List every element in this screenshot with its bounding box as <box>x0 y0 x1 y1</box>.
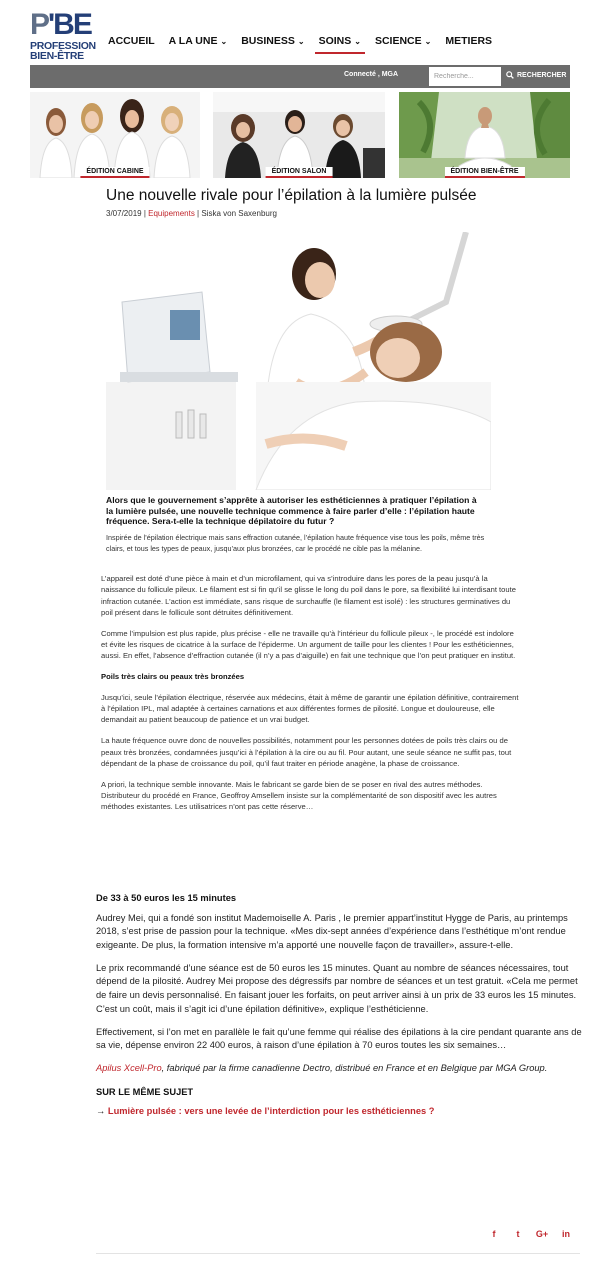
article-author[interactable]: Siska von Saxenburg <box>201 209 277 218</box>
share-buttons <box>486 1226 582 1242</box>
edition-cabine-label: ÉDITION CABINE <box>80 167 149 176</box>
nav-science[interactable]: SCIENCE ⌄ <box>374 35 432 47</box>
logo-monogram: P'BE <box>30 8 91 41</box>
nav-accueil[interactable]: ACCUEIL <box>108 35 155 47</box>
product-caption <box>96 1062 582 1076</box>
edition-bien-etre-image <box>399 92 570 178</box>
edition-bien-etre-label: ÉDITION BIEN-ÊTRE <box>444 167 524 176</box>
footer-divider <box>96 1253 580 1254</box>
paragraph: A priori, la technique semble innovante. Mais le fabricant se garde bien de se poser en rival des autres méthodes. Distributeur du procédé en France, Geoffroy Amsellem insiste sur la complémentarité de son dispositif avec les autres méthodes existantes. Les utilisatrices n’ont pas cette réserve… <box>101 779 497 812</box>
paragraph: Effectivement, si l’on met en parallèle le fait qu’une femme qui réalise des épilations à la cire pendant quarante ans de sa vie, dépense environ 22 400 euros, à raison d’une épilation à 70 euros toutes les six semaines… <box>96 1026 582 1051</box>
facebook-icon[interactable]: f <box>492 1229 496 1239</box>
article-date: 3/07/2019 <box>106 209 142 218</box>
nav-business[interactable]: BUSINESS ⌄ <box>241 35 305 47</box>
related-article-link[interactable]: Lumière pulsée : vers une levée de l’interdiction pour les esthéticiennes ? <box>107 1106 435 1117</box>
paragraph: Le prix recommandé d’une séance est de 50 euros les 15 minutes. Quant au nombre de séances nécessaires, tout dépend de la pilosité. Audrey Mei propose des dégressifs par nombre de séances et un test gratuit. «Cela me permet de faire un devis personnalisé. En faisant jouer les forfaits, on peut arriver ainsi à un prix de 33 euros les 15 minutes. C’est un coût, mais il s’agit ici d’une épilation définitive», explique l’esthéticienne. <box>96 962 578 1014</box>
search-icon <box>506 71 514 79</box>
article-intro: Inspirée de l’épilation électrique mais sans effraction cutanée, l’épilation haute fréquence vise tous les poils, même très clairs, et tous les types de peaux, jusqu’aux plus bronzées, car le procédé ne cible pas la mélanine. <box>106 533 485 554</box>
paragraph: Comme l’impulsion est plus rapide, plus précise - elle ne travaille qu’à l’intérieur du follicule pileux -, le procédé est indolore et évite les risques de cicatrice à la surface de l’épiderme. Un argument de taille pour les clientes ! Pour les esthéticiennes, aussi. En effet, l’absence d’effraction cutanée (il n’y a pas d’aiguille) en fait une technique que l’on peut pratiquer en institut. <box>101 628 516 661</box>
subheading: De 33 à 50 euros les 15 minutes <box>96 893 237 903</box>
paragraph: La haute fréquence ouvre donc de nouvelles possibilités, notamment pour les personnes dotées de poils très clairs ou de peaux très bronzées, condamnées jusqu’ici à l’épilation à la cire ou au fil. Pour autant, une seule séance ne suffit pas, tout dépendant de la phase de croissance du poil, qu’il faut traiter en période anagène, la phase de croissance. <box>101 736 512 768</box>
chevron-down-icon: ⌄ <box>424 37 432 46</box>
related-item <box>96 1105 582 1119</box>
main-nav <box>108 35 506 54</box>
article-category-link[interactable]: Equipements <box>148 209 195 218</box>
nav-a-la-une[interactable]: A LA UNE ⌄ <box>168 35 228 47</box>
article-lead: Alors que le gouvernement s’apprête à autoriser les esthéticiennes à pratiquer l’épilation à la lumière pulsée, une nouvelle technique commence à faire parler d’elle : l’épilation haute fréquence. Sera-t-elle la technique dépilatoire du futur ? <box>106 495 477 526</box>
search-button[interactable]: RECHERCHER <box>506 71 566 79</box>
product-link[interactable]: Apilus Xcell-Pro <box>96 1063 162 1074</box>
caption-text: , fabriqué par la firme canadienne Dectro, distribué en France et en Belgique par MGA Group. <box>161 1063 548 1074</box>
article-body-part-1 <box>101 573 521 822</box>
chevron-down-icon: ⌄ <box>297 37 305 46</box>
chevron-down-icon: ⌄ <box>220 37 228 46</box>
edition-salon-image <box>213 92 385 178</box>
site-logo[interactable] <box>30 8 96 62</box>
paragraph: L’appareil est doté d’une pièce à main et d’un microfilament, qui va s’introduire dans les pores de la peau jusqu’à la naissance du follicule pileux. Le filament est si fin qu’il se glisse le long du poil dans le pore, sa flexibilité lui interdisant toute infraction cutanée. L’action est immédiate, sans risque de surchauffe (le filament est isolé) : les structures germinatives du poil présent dans le follicule sont détruites définitivement. <box>101 574 516 617</box>
related-heading: SUR LE MÊME SUJET <box>96 1086 194 1097</box>
edition-salon-label: ÉDITION SALON <box>266 167 333 176</box>
nav-metiers[interactable]: METIERS <box>445 35 493 47</box>
linkedin-icon[interactable]: in <box>562 1229 570 1239</box>
user-account-link[interactable]: Connecté , MGA <box>344 71 399 78</box>
edition-bien-etre-banner[interactable] <box>399 92 570 178</box>
logo-line-2: BIEN-ÊTRE <box>30 50 84 62</box>
nav-soins[interactable]: SOINS ⌄ <box>319 35 361 54</box>
article-body-part-2 <box>96 892 582 1128</box>
edition-cabine-banner[interactable] <box>30 92 200 178</box>
article-hero-image <box>106 232 491 490</box>
paragraph: Audrey Mei, qui a fondé son institut Mademoiselle A. Paris , le premier appart’institut Hygge de Paris, au printemps 2018, s’est prise de passion pour la technique. «Mes dix-sept années d’expérience dans l’esthétique m’ont rendue exigeante. De plus, la formation intensive m’a apporté une nouvelle façon de travailler», assure-t-elle. <box>96 912 568 950</box>
edition-cabine-image <box>30 92 200 178</box>
twitter-icon[interactable]: t <box>516 1229 520 1239</box>
article-title: Une nouvelle rivale pour l’épilation à la lumière pulsée <box>106 187 477 204</box>
edition-salon-banner[interactable] <box>213 92 385 178</box>
article-meta: 3/07/2019 | Equipements | Siska von Saxenburg <box>106 209 277 218</box>
arrow-right-icon: → <box>96 1106 108 1117</box>
paragraph: Jusqu’ici, seule l’épilation électrique, réservée aux médecins, était à même de garantir une épilation définitive, contrairement à l’épilation IPL, mal adaptée à certaines carnations et aux différentes formes de pilosité. Longue et douloureuse, elle demandait au patient beaucoup de patience et un vrai budget. <box>101 692 519 725</box>
user-search-bar <box>30 65 570 88</box>
search-input[interactable] <box>429 67 501 86</box>
google-plus-icon[interactable]: G+ <box>535 1229 549 1239</box>
subheading: Poils très clairs ou peaux très bronzées <box>101 672 245 682</box>
logo-line-1: PROFESSION <box>30 40 96 52</box>
chevron-down-icon: ⌄ <box>354 37 361 46</box>
